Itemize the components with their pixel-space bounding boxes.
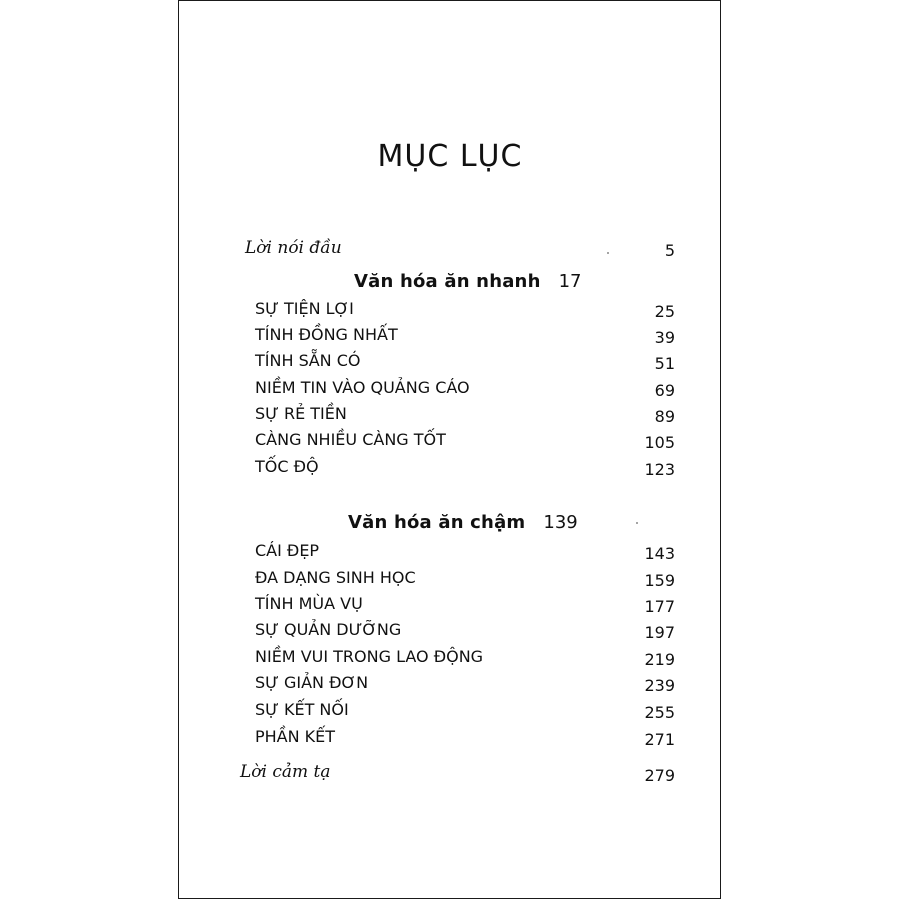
toc-item: TÍNH MÙA VỤ <box>255 594 363 613</box>
toc-item: NIỀM VUI TRONG LAO ĐỘNG <box>255 647 484 666</box>
toc-item: NIỀM TIN VÀO QUẢNG CÁO <box>255 378 470 397</box>
scan-speck <box>636 522 638 524</box>
toc-item-page: 197 <box>644 623 675 642</box>
section-heading-slow-food <box>348 512 578 533</box>
toc-item: CÀNG NHIỀU CÀNG TỐT <box>255 430 446 449</box>
toc-item-page: 177 <box>644 597 675 616</box>
toc-item-page: 51 <box>654 354 675 373</box>
section-title: Văn hóa ăn chậm <box>348 512 526 533</box>
section-title: Văn hóa ăn nhanh <box>354 271 541 292</box>
toc-item-page: 143 <box>644 544 675 563</box>
toc-preface-label: Lời nói đầu <box>245 238 342 258</box>
section-heading-fast-food <box>354 271 582 292</box>
toc-item: SỰ QUẢN DƯỠNG <box>255 620 402 639</box>
toc-item: TỐC ĐỘ <box>255 457 319 476</box>
toc-item: SỰ TIỆN LỢI <box>255 299 354 318</box>
toc-item: SỰ RẺ TIỀN <box>255 404 347 423</box>
toc-item-page: 219 <box>644 650 675 669</box>
toc-item: ĐA DẠNG SINH HỌC <box>255 568 416 587</box>
toc-item: PHẦN KẾT <box>255 727 336 746</box>
toc-item: TÍNH SẴN CÓ <box>255 351 361 370</box>
section-page: 139 <box>543 512 578 533</box>
toc-item-page: 239 <box>644 676 675 695</box>
toc-acknowledgements-page: 279 <box>644 766 675 785</box>
toc-preface-page: 5 <box>664 241 675 260</box>
toc-item-page: 105 <box>644 433 675 452</box>
toc-item-page: 271 <box>644 730 675 749</box>
toc-acknowledgements-label: Lời cảm tạ <box>240 762 331 782</box>
toc-item: SỰ KẾT NỐI <box>255 700 349 719</box>
toc-item: TÍNH ĐỒNG NHẤT <box>255 325 398 344</box>
toc-item-page: 255 <box>644 703 675 722</box>
scan-speck <box>607 252 609 254</box>
toc-item-page: 25 <box>654 302 675 321</box>
toc-item-page: 39 <box>654 328 675 347</box>
section-page: 17 <box>558 271 582 292</box>
toc-item: SỰ GIẢN ĐƠN <box>255 673 369 692</box>
toc-item: CÁI ĐẸP <box>255 541 320 560</box>
toc-item-page: 89 <box>654 407 675 426</box>
toc-item-page: 69 <box>654 381 675 400</box>
toc-item-page: 159 <box>644 571 675 590</box>
page-title: MỤC LỤC <box>377 139 523 174</box>
toc-item-page: 123 <box>644 460 675 479</box>
